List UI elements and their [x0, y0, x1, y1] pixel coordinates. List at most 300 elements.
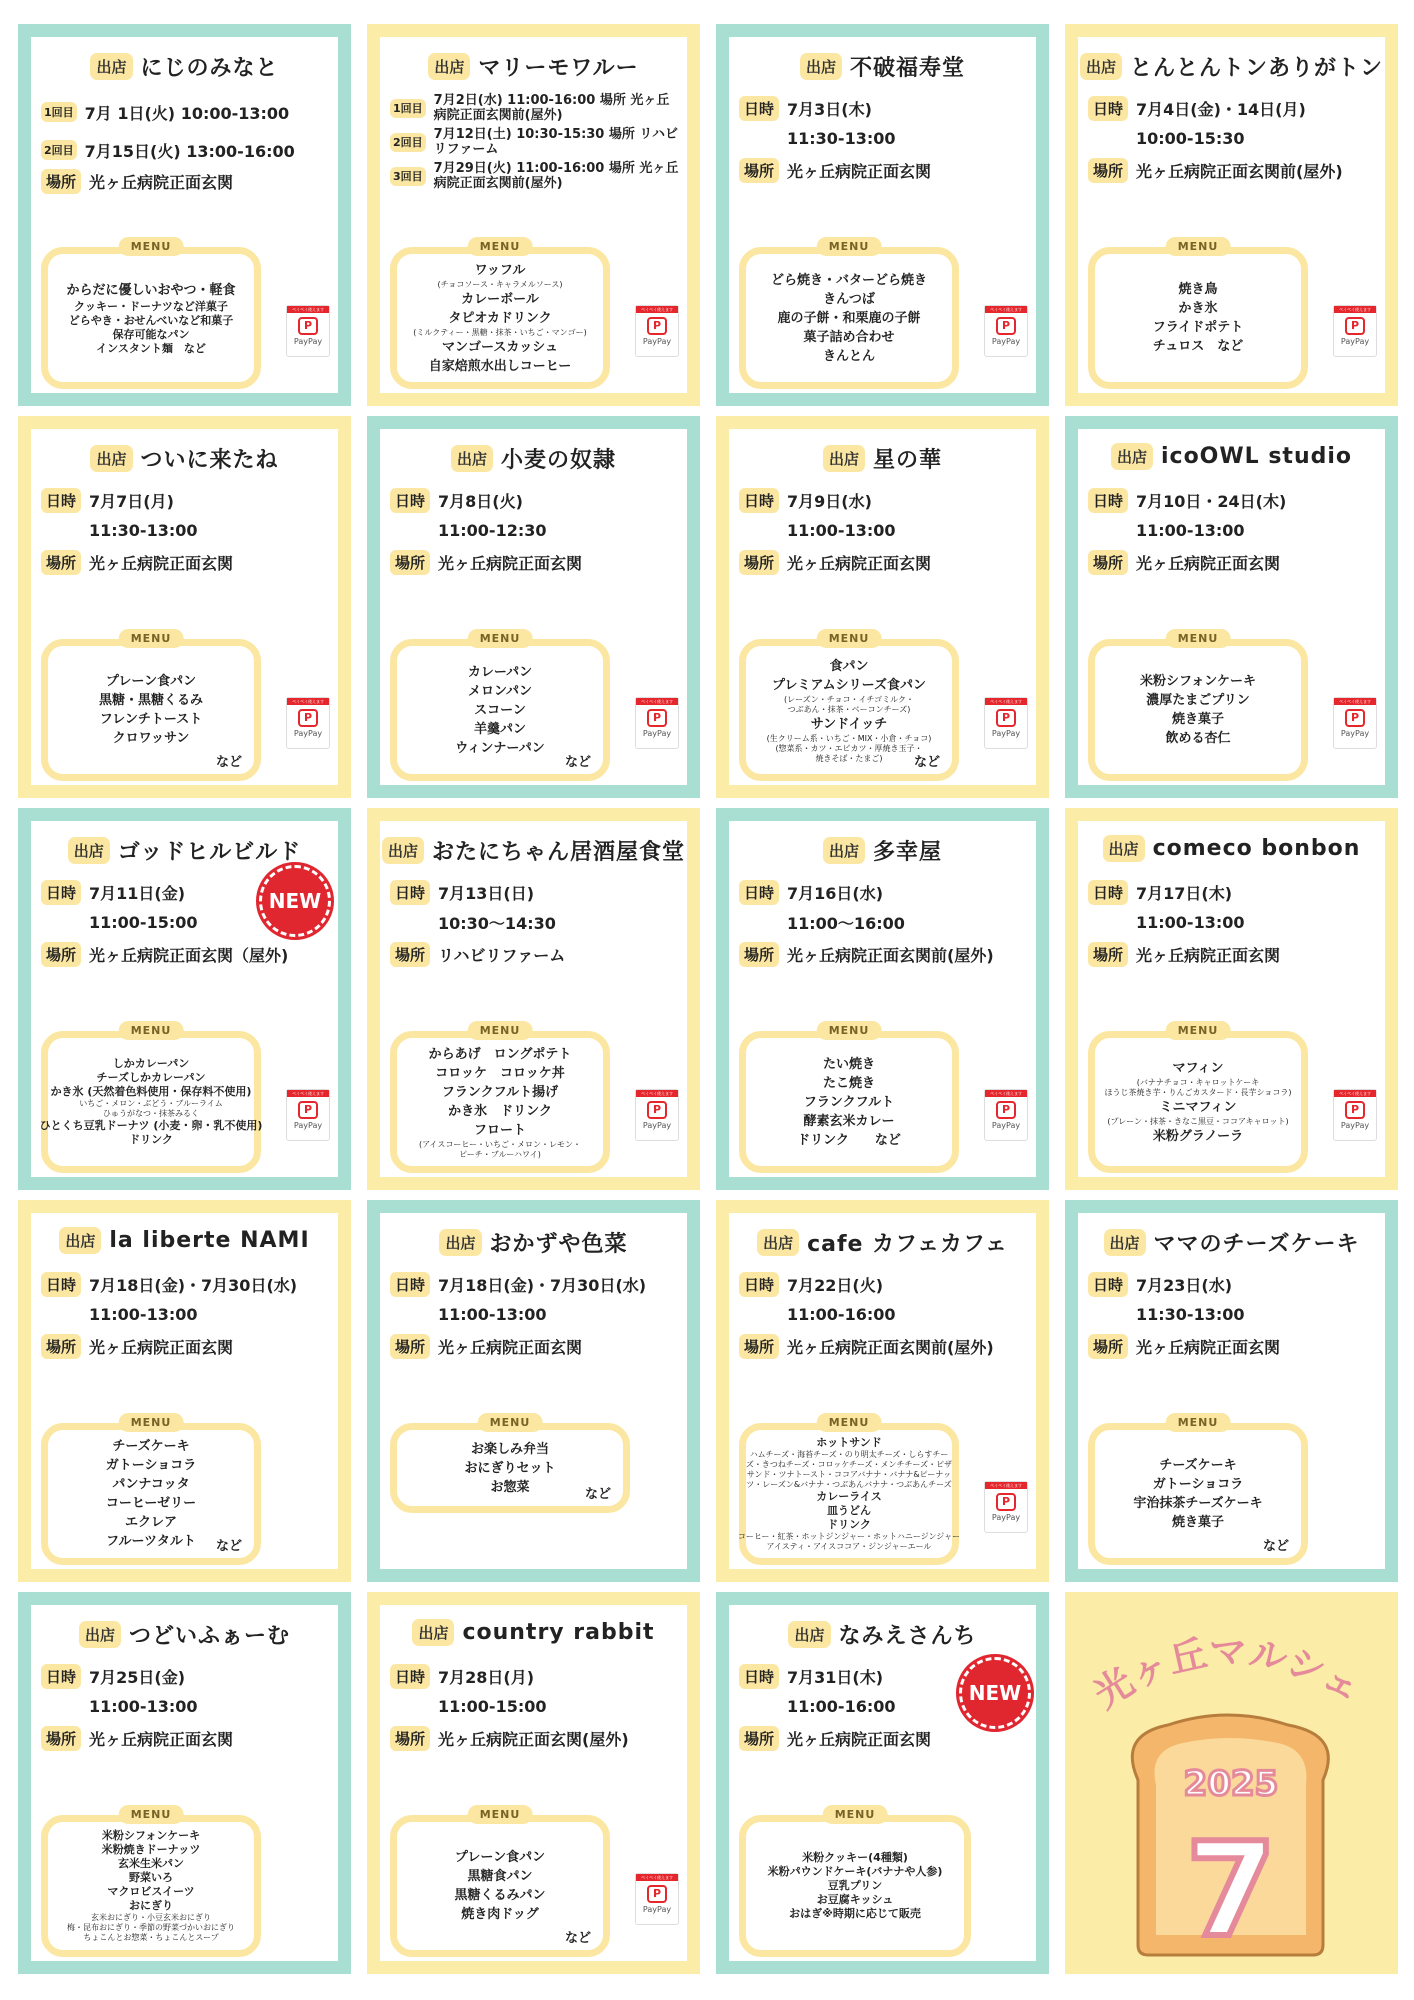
- info-line: [739, 1329, 1030, 1363]
- menu-item: ほうじ茶焼き芋・りんごカスタード・長芋ショコラ): [1104, 1087, 1292, 1097]
- paypay-caption: ペイペイ使えます: [1334, 306, 1376, 313]
- info-value: 11:00-13:00: [89, 1696, 198, 1716]
- shop-tag: 出店: [59, 1227, 101, 1254]
- menu-item: クッキー・ドーナツなど洋菓子: [74, 299, 228, 313]
- menu-item: (バナナチョコ・キャロットケーキ: [1136, 1077, 1260, 1087]
- brand-year: 2025: [1183, 1764, 1279, 1804]
- paypay-name: PayPay: [293, 729, 323, 738]
- card-title: [729, 1227, 1036, 1258]
- paypay-icon: P: [1345, 317, 1365, 335]
- card-title: [729, 443, 1036, 474]
- menu-item: 黒糖くるみパン: [454, 1888, 546, 1903]
- menu-box: [1088, 1024, 1308, 1173]
- vendor-card: [367, 1592, 700, 1974]
- info-line: [41, 1329, 332, 1363]
- menu-item: ガトーショコラ: [105, 1458, 197, 1473]
- shop-tag: 出店: [428, 53, 470, 80]
- menu-item: ウィンナーパン: [455, 740, 545, 756]
- info-line: [739, 907, 1030, 937]
- info-label: 場所: [41, 550, 81, 575]
- vendor-name: ママのチーズケーキ: [1153, 1232, 1360, 1257]
- info-value: 7月12日(土) 10:30-15:30 場所 リハビリファーム: [433, 127, 679, 157]
- info-label: 場所: [739, 1334, 779, 1359]
- info-value: 光ヶ丘病院正面玄関: [438, 1337, 583, 1357]
- info-value: 光ヶ丘病院正面玄関: [1136, 553, 1281, 573]
- shop-tag: 出店: [788, 1621, 830, 1648]
- menu-etc: など: [584, 1487, 611, 1502]
- info-line: [739, 515, 1030, 545]
- menu-item: 焼き鳥: [1178, 282, 1218, 297]
- info-label: 場所: [41, 942, 81, 967]
- menu-label: MENU: [468, 1021, 533, 1040]
- info-line: [739, 485, 1030, 515]
- menu-item: 保存可能なパン: [112, 327, 190, 341]
- vendor-name: la liberte NAMI: [109, 1228, 310, 1253]
- vendor-card: [18, 1592, 351, 1974]
- info-value: 11:00-13:00: [787, 520, 896, 540]
- info-label: 日時: [739, 1272, 779, 1297]
- menu-item: ワッフル: [474, 262, 526, 278]
- menu-item: 焼きそば・たまご): [815, 753, 883, 763]
- card-body: [1088, 1269, 1379, 1363]
- card-title: [380, 1619, 687, 1646]
- menu-item: 米粉クッキー(4種類): [802, 1851, 908, 1864]
- info-value: 7月11日(金): [89, 883, 186, 903]
- menu-item: かき氷 ドリンク: [448, 1103, 552, 1119]
- card-body: [390, 1661, 681, 1755]
- menu-item: マフィン: [1172, 1060, 1224, 1076]
- menu-item: きんとん: [822, 348, 875, 364]
- card-title: [380, 443, 687, 474]
- info-line: [41, 93, 332, 131]
- menu-item: ひとくち豆乳ドーナツ (小麦・卵・乳不使用): [39, 1119, 263, 1132]
- paypay-badge: [1333, 697, 1377, 749]
- info-label: 場所: [390, 550, 430, 575]
- info-line: [41, 1299, 332, 1329]
- info-value: 光ヶ丘病院正面玄関: [89, 553, 234, 573]
- paypay-icon: P: [647, 317, 667, 335]
- vendor-name: cafe カフェカフェ: [807, 1232, 1008, 1257]
- info-value: 11:30-13:00: [1136, 1304, 1245, 1324]
- vendor-name: なみえさんち: [838, 1624, 977, 1649]
- info-line: [390, 937, 681, 971]
- info-value: 11:00-12:30: [438, 520, 547, 540]
- menu-item: カレーパン: [467, 664, 533, 680]
- info-label: 場所: [739, 942, 779, 967]
- info-line: [390, 877, 681, 907]
- info-value: 光ヶ丘病院正面玄関（屋外): [89, 945, 289, 965]
- menu-item: からあげ ロングポテト: [428, 1046, 572, 1062]
- paypay-icon: P: [298, 709, 318, 727]
- info-line: [390, 161, 681, 191]
- vendor-card: [716, 416, 1049, 798]
- paypay-badge: [1333, 305, 1377, 357]
- paypay-icon: P: [647, 1885, 667, 1903]
- menu-item: マンゴースカッシュ: [442, 339, 558, 355]
- menu-item: エクレア: [124, 1515, 177, 1530]
- menu-item: かき氷: [1178, 301, 1218, 316]
- card-title: [380, 835, 687, 866]
- card-title: [729, 835, 1036, 866]
- shop-tag: 出店: [1103, 835, 1145, 862]
- vendor-card: [18, 24, 351, 406]
- menu-label: MENU: [1166, 1413, 1231, 1432]
- menu-item: サンドイッチ: [810, 716, 888, 732]
- shop-tag: 出店: [1104, 1229, 1146, 1256]
- menu-box: [41, 1416, 261, 1565]
- paypay-icon: P: [298, 317, 318, 335]
- menu-box: [41, 240, 261, 389]
- info-value: 7月29日(火) 11:00-16:00 場所 光ヶ丘病院正面玄関前(屋外): [433, 161, 679, 191]
- info-line: [41, 1269, 332, 1299]
- info-value: 11:00-13:00: [438, 1304, 547, 1324]
- menu-item: ズ・きつねチーズ・コロッケチーズ・メンチチーズ・ピザ: [745, 1460, 953, 1469]
- menu-item: フレンチトースト: [99, 712, 203, 727]
- info-value: 11:30-13:00: [787, 128, 896, 148]
- paypay-caption: ペイペイ使えます: [985, 1482, 1027, 1489]
- vendor-name: マリーモワルー: [478, 56, 639, 81]
- info-value: 10:30～14:30: [438, 913, 556, 933]
- menu-item: 黒糖食パン: [467, 1869, 533, 1884]
- shop-tag: 出店: [90, 53, 132, 80]
- info-value: 7月22日(火): [787, 1275, 884, 1295]
- menu-item: コーヒーゼリー: [105, 1496, 197, 1511]
- round-label: 3回目: [390, 167, 426, 186]
- menu-item: コーヒー・紅茶・ホットジンジャー・ホットハニージンジャー: [737, 1532, 961, 1541]
- info-value: 7月18日(金)・7月30日(水): [89, 1275, 298, 1295]
- info-value: 7月31日(木): [787, 1667, 884, 1687]
- paypay-name: PayPay: [1340, 729, 1370, 738]
- info-label: 日時: [1088, 880, 1128, 905]
- paypay-icon: P: [996, 317, 1016, 335]
- paypay-caption: ペイペイ使えます: [636, 698, 678, 705]
- vendor-card: [367, 1200, 700, 1582]
- info-line: [1088, 545, 1379, 579]
- info-line: [1088, 907, 1379, 937]
- vendor-card: [716, 1592, 1049, 1974]
- menu-item: ミニマフィン: [1159, 1099, 1237, 1115]
- menu-item: ピーチ・ブルーハワイ): [459, 1149, 541, 1159]
- info-line: [390, 1721, 681, 1755]
- menu-item: 菓子詰め合わせ: [803, 329, 895, 345]
- info-line: [739, 545, 1030, 579]
- brand-title-text: 光ヶ丘マルシェ: [1086, 1629, 1369, 1717]
- info-value: 光ヶ丘病院正面玄関: [89, 1729, 234, 1749]
- menu-item: (レーズン・チョコ・イチゴミルク・: [784, 694, 914, 704]
- info-label: 場所: [739, 1726, 779, 1751]
- info-value: 光ヶ丘病院正面玄関: [787, 1729, 932, 1749]
- menu-item: 濃厚たまごプリン: [1146, 693, 1250, 708]
- info-value: 11:00-15:00: [438, 1696, 547, 1716]
- info-line: [1088, 485, 1379, 515]
- menu-item: コロッケ コロッケ丼: [435, 1065, 565, 1081]
- info-label: 日時: [1088, 488, 1128, 513]
- menu-item: たい焼き: [822, 1056, 875, 1072]
- menu-item: 焼き菓子: [1171, 712, 1224, 727]
- info-line: [739, 937, 1030, 971]
- round-label: 2回目: [390, 133, 426, 152]
- vendor-name: つどいふぁーむ: [129, 1624, 291, 1649]
- menu-item: 米粉焼きドーナッツ: [101, 1843, 201, 1856]
- menu-box: [390, 632, 610, 781]
- card-body: [390, 877, 681, 971]
- paypay-icon: P: [996, 709, 1016, 727]
- info-label: 場所: [41, 1726, 81, 1751]
- menu-item: ちょこんとお惣菜・ちょこんとスープ: [83, 1933, 219, 1942]
- shop-tag: 出店: [79, 1621, 121, 1648]
- info-line: [41, 937, 332, 971]
- info-value: 7月 1日(火) 10:00-13:00: [84, 103, 290, 123]
- menu-item: (ミルクティー・黒糖・抹茶・いちご・マンゴー): [413, 327, 587, 337]
- info-label: 日時: [390, 1272, 430, 1297]
- info-line: [41, 545, 332, 579]
- paypay-badge: [635, 305, 679, 357]
- info-value: リハビリファーム: [438, 945, 566, 965]
- card-title: [729, 51, 1036, 82]
- menu-item: ホットサンド: [816, 1436, 882, 1449]
- menu-label: MENU: [119, 1021, 184, 1040]
- menu-item: おはぎ※時期に応じて販売: [789, 1907, 921, 1920]
- info-label: 日時: [739, 880, 779, 905]
- menu-etc: など: [913, 755, 940, 770]
- paypay-name: PayPay: [642, 337, 672, 346]
- paypay-name: PayPay: [991, 729, 1021, 738]
- paypay-caption: ペイペイ使えます: [636, 1090, 678, 1097]
- menu-item: ガトーショコラ: [1152, 1477, 1244, 1492]
- paypay-caption: ペイペイ使えます: [985, 306, 1027, 313]
- vendor-card: [367, 808, 700, 1190]
- vendor-name: 不破福寿堂: [850, 56, 966, 81]
- info-value: 7月25日(金): [89, 1667, 186, 1687]
- vendor-name: ゴッドヒルビルド: [117, 840, 302, 865]
- info-label: 場所: [41, 169, 81, 194]
- card-title: [380, 1227, 687, 1258]
- menu-box: [41, 632, 261, 781]
- card-title: [31, 51, 338, 82]
- info-value: 7月4日(金)・14日(月): [1136, 99, 1306, 119]
- info-label: 日時: [390, 488, 430, 513]
- info-value: 光ヶ丘病院正面玄関: [787, 553, 932, 573]
- menu-label: MENU: [478, 1413, 543, 1432]
- paypay-name: PayPay: [991, 1513, 1021, 1522]
- info-value: 光ヶ丘病院正面玄関(屋外): [438, 1729, 629, 1749]
- info-line: [390, 485, 681, 515]
- shop-tag: 出店: [412, 1619, 454, 1646]
- menu-item: フルーツタルト: [106, 1534, 196, 1549]
- info-line: [41, 131, 332, 169]
- info-value: 11:00-16:00: [787, 1696, 896, 1716]
- menu-item: マクロビスイーツ: [107, 1885, 195, 1898]
- info-line: [1088, 877, 1379, 907]
- shop-tag: 出店: [439, 1229, 481, 1256]
- menu-etc: など: [564, 755, 591, 770]
- menu-item: フロート: [473, 1122, 526, 1138]
- menu-label: MENU: [468, 1805, 533, 1824]
- menu-item: 羊羹パン: [473, 721, 526, 737]
- card-body: [390, 1269, 681, 1363]
- menu-item: お楽しみ弁当: [470, 1441, 549, 1457]
- menu-item: 玄米おにぎり・小豆玄米おにぎり: [91, 1913, 211, 1922]
- paypay-badge: [984, 1481, 1028, 1533]
- paypay-caption: ペイペイ使えます: [1334, 1090, 1376, 1097]
- menu-box: [390, 240, 610, 389]
- menu-label: MENU: [119, 1805, 184, 1824]
- menu-item: 自家焙煎水出しコーヒー: [428, 358, 572, 374]
- info-value: 7月10日・24日(木): [1136, 491, 1287, 511]
- info-line: [41, 1721, 332, 1755]
- vendor-name: country rabbit: [462, 1620, 655, 1645]
- info-label: 日時: [739, 1664, 779, 1689]
- menu-box: [739, 1808, 971, 1957]
- menu-label: MENU: [1166, 237, 1231, 256]
- card-body: [739, 877, 1030, 971]
- shop-tag: 出店: [68, 837, 110, 864]
- vendor-name: とんとんトンありがトン: [1130, 56, 1384, 81]
- card-body: [41, 485, 332, 579]
- menu-item: 焼き肉ドッグ: [461, 1907, 539, 1922]
- paypay-icon: P: [996, 1101, 1016, 1119]
- paypay-name: PayPay: [293, 337, 323, 346]
- info-value: 光ヶ丘病院正面玄関: [1136, 1337, 1281, 1357]
- shop-tag: 出店: [90, 445, 132, 472]
- info-line: [1088, 1269, 1379, 1299]
- round-label: 1回目: [41, 102, 77, 122]
- menu-box: [737, 1416, 961, 1565]
- paypay-name: PayPay: [1340, 1121, 1370, 1130]
- menu-item: おにぎりセット: [464, 1460, 556, 1476]
- info-label: 場所: [1088, 1334, 1128, 1359]
- menu-item: どら焼き・バターどら焼き: [770, 272, 927, 288]
- menu-item: アイスティ・アイスココア・ジンジャーエール: [766, 1542, 932, 1551]
- paypay-badge: [1333, 1089, 1377, 1141]
- brand-graphic: [1078, 1605, 1385, 1961]
- menu-item: チーズケーキ: [1159, 1458, 1237, 1473]
- schedule-grid: [18, 24, 1398, 1974]
- menu-item: 焼き菓子: [1171, 1515, 1224, 1530]
- menu-item: おにぎり: [129, 1899, 173, 1912]
- menu-box: [390, 1808, 610, 1957]
- menu-item: プレミアムシリーズ食パン: [772, 677, 926, 693]
- info-value: 7月8日(火): [438, 491, 523, 511]
- paypay-badge: [286, 1089, 330, 1141]
- info-line: [739, 877, 1030, 907]
- paypay-name: PayPay: [293, 1121, 323, 1130]
- info-value: 7月23日(水): [1136, 1275, 1233, 1295]
- menu-item: 鹿の子餅・和栗鹿の子餅: [777, 310, 921, 326]
- paypay-badge: [286, 697, 330, 749]
- vendor-card: [367, 24, 700, 406]
- menu-item: フランクフルト: [803, 1094, 895, 1110]
- menu-label: MENU: [468, 237, 533, 256]
- shop-tag: 出店: [757, 1229, 799, 1256]
- paypay-icon: P: [298, 1101, 318, 1119]
- info-value: 11:00-15:00: [89, 912, 198, 932]
- menu-etc: など: [1262, 1539, 1289, 1554]
- card-body: [41, 1661, 332, 1755]
- card-title: [380, 51, 687, 82]
- info-value: 11:00-13:00: [1136, 520, 1245, 540]
- shop-tag: 出店: [823, 837, 865, 864]
- menu-item: 皿うどん: [827, 1504, 871, 1517]
- info-line: [1088, 1299, 1379, 1329]
- card-body: [1088, 485, 1379, 579]
- paypay-icon: P: [647, 1101, 667, 1119]
- info-line: [390, 127, 681, 157]
- card-body: [1088, 93, 1379, 187]
- shop-tag: 出店: [382, 837, 424, 864]
- card-title: [31, 1619, 338, 1650]
- info-label: 日時: [739, 488, 779, 513]
- vendor-card: [716, 24, 1049, 406]
- info-line: [1088, 937, 1379, 971]
- info-line: [739, 153, 1030, 187]
- menu-item: メロンパン: [467, 683, 533, 699]
- paypay-caption: ペイペイ使えます: [1334, 698, 1376, 705]
- info-label: 日時: [390, 1664, 430, 1689]
- shop-tag: 出店: [1111, 443, 1153, 470]
- vendor-card: [367, 416, 700, 798]
- info-value: 11:30-13:00: [89, 520, 198, 540]
- info-label: 場所: [390, 942, 430, 967]
- paypay-icon: P: [1345, 709, 1365, 727]
- menu-box: [739, 1024, 959, 1173]
- menu-box: [1088, 240, 1308, 389]
- menu-etc: など: [215, 755, 242, 770]
- menu-item: からだに優しいおやつ・軽食: [66, 282, 236, 298]
- vendor-card: [18, 808, 351, 1190]
- vendor-card: [1065, 1200, 1398, 1582]
- paypay-caption: ペイペイ使えます: [636, 1874, 678, 1881]
- menu-item: 飲める杏仁: [1165, 731, 1231, 746]
- paypay-caption: ペイペイ使えます: [985, 698, 1027, 705]
- info-value: 7月13日(日): [438, 883, 535, 903]
- card-title: [31, 443, 338, 474]
- info-value: 7月9日(水): [787, 491, 872, 511]
- vendor-name: ついに来たね: [140, 448, 279, 473]
- card-title: [1078, 51, 1385, 82]
- menu-item: サンド・ツナトースト・ココアバナナ・バナナ&ピーナッ: [746, 1470, 952, 1479]
- info-line: [390, 907, 681, 937]
- info-line: [41, 1661, 332, 1691]
- info-line: [390, 1661, 681, 1691]
- brand-card: [1065, 1592, 1398, 1974]
- paypay-name: PayPay: [991, 337, 1021, 346]
- vendor-name: icoOWL studio: [1160, 444, 1353, 469]
- info-label: 日時: [41, 880, 81, 905]
- menu-item: ドリンク など: [797, 1132, 901, 1148]
- paypay-name: PayPay: [1340, 337, 1370, 346]
- info-line: [1088, 153, 1379, 187]
- menu-box: [390, 1416, 630, 1513]
- card-title: [1078, 443, 1385, 470]
- card-title: [1078, 1227, 1385, 1258]
- vendor-card: [716, 808, 1049, 1190]
- info-label: 日時: [739, 96, 779, 121]
- info-value: 7月3日(木): [787, 99, 872, 119]
- round-label: 1回目: [390, 99, 426, 118]
- paypay-badge: [984, 697, 1028, 749]
- menu-label: MENU: [817, 629, 882, 648]
- menu-item: ドリンク: [129, 1133, 173, 1146]
- new-badge: NEW: [959, 1657, 1031, 1729]
- menu-item: チーズケーキ: [112, 1439, 190, 1454]
- info-label: 日時: [41, 1664, 81, 1689]
- menu-label: MENU: [468, 629, 533, 648]
- menu-item: チーズしかカレーパン: [96, 1071, 206, 1084]
- menu-label: MENU: [1166, 629, 1231, 648]
- info-value: 7月7日(月): [89, 491, 174, 511]
- info-line: [1088, 1329, 1379, 1363]
